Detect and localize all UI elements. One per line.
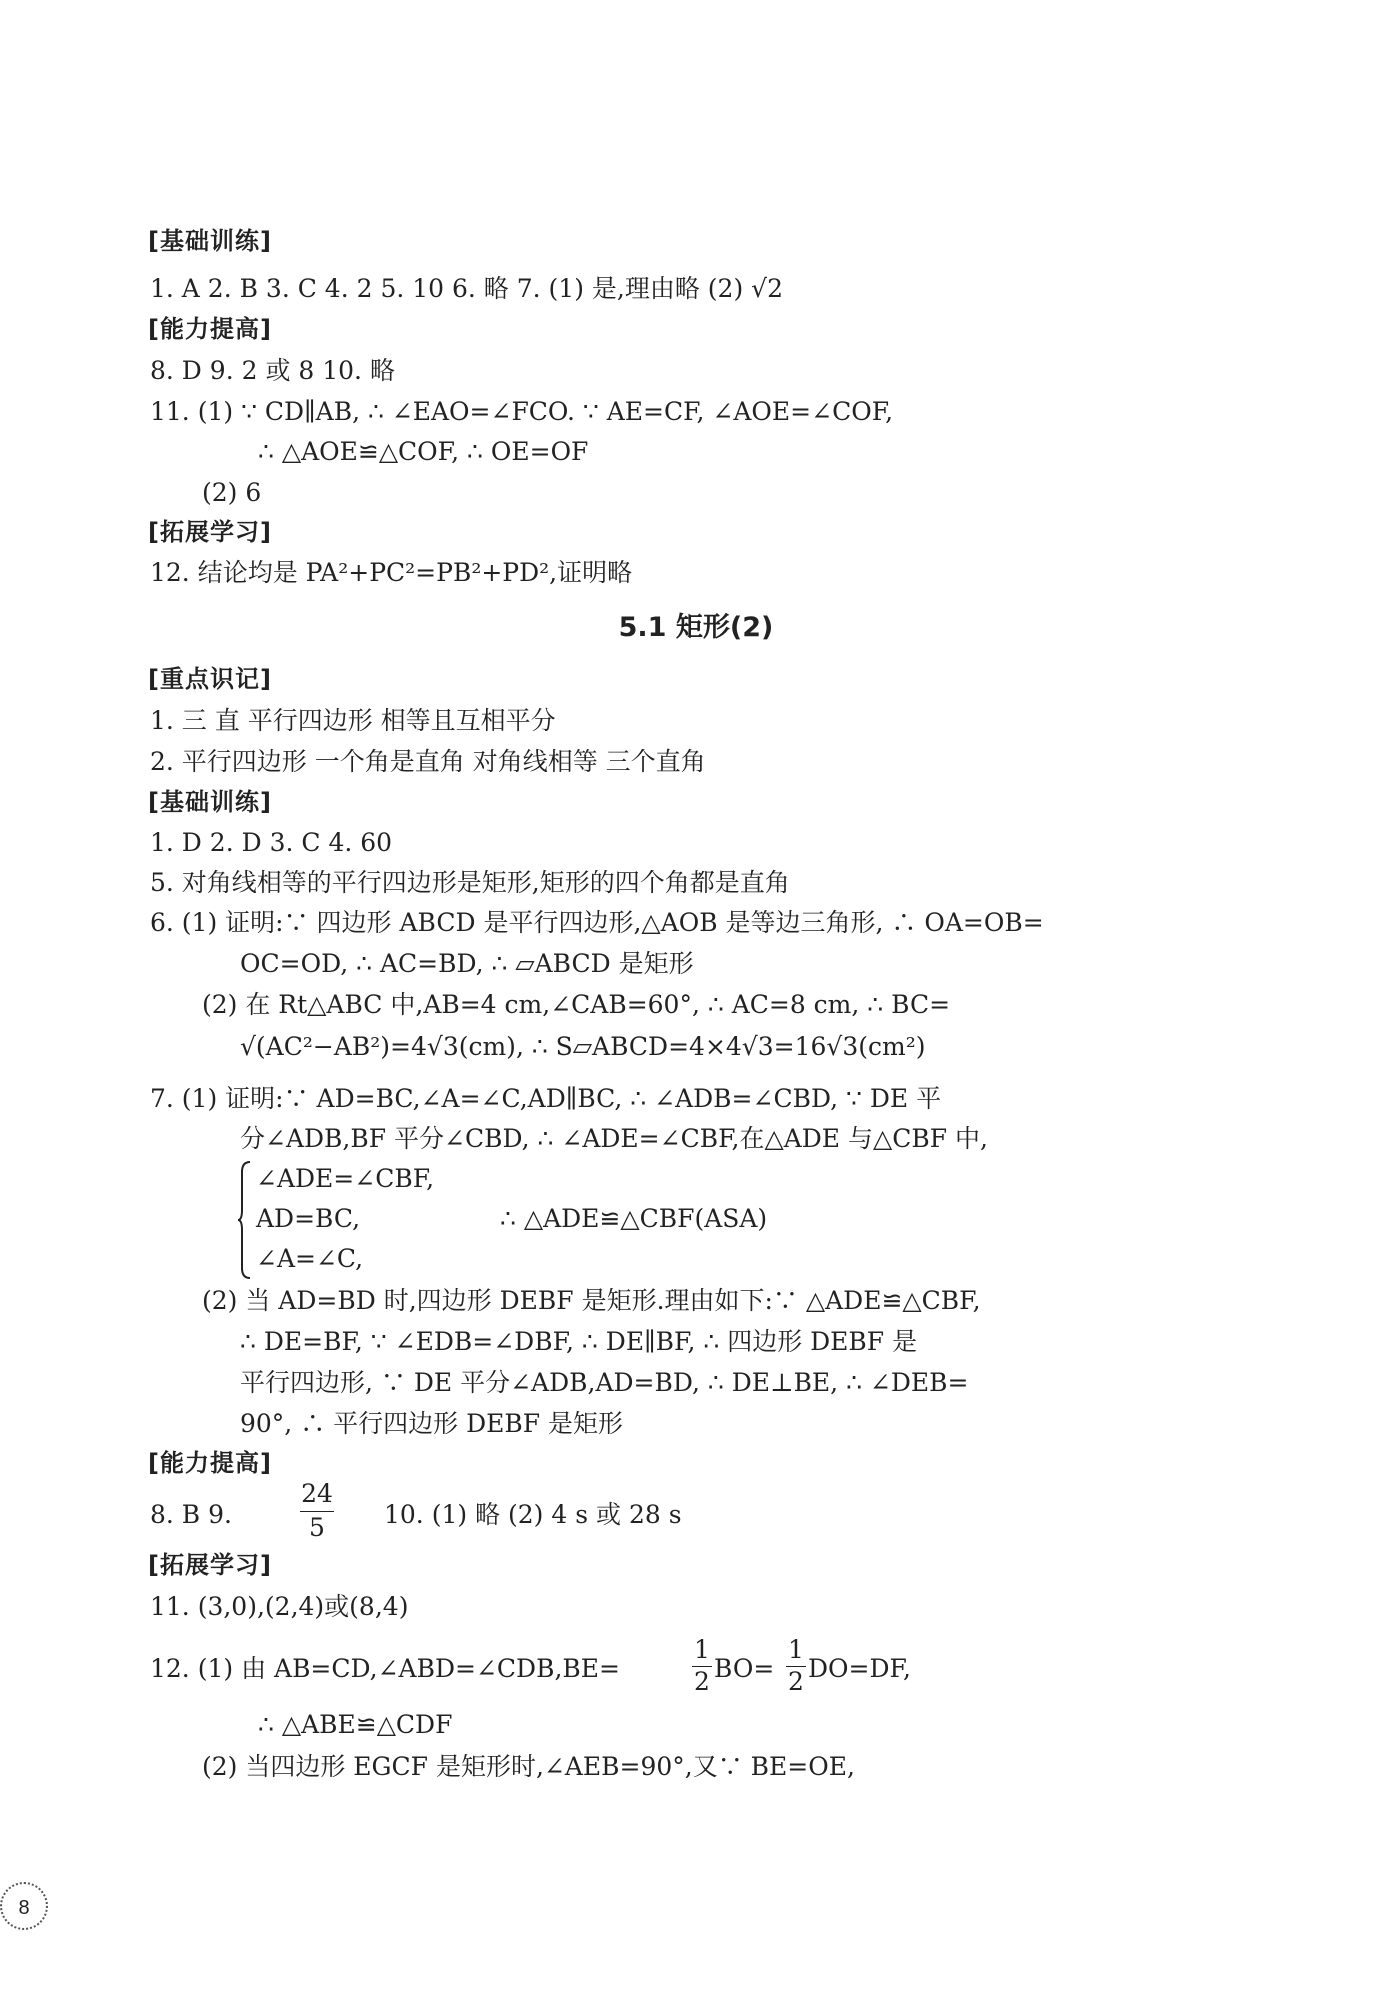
answer-line: ∴ △AOE≌△COF, ∴ OE=OF	[258, 437, 589, 466]
section-heading-basic-training: [基础训练]	[148, 227, 272, 255]
answer-line: 12. 结论均是 PA²+PC²=PB²+PD²,证明略	[150, 558, 633, 587]
answer-line: 11. (3,0),(2,4)或(8,4)	[150, 1592, 409, 1621]
answer-line: 11. (1) ∵ CD∥AB, ∴ ∠EAO=∠FCO. ∵ AE=CF, ∠AOE=∠COF,	[150, 397, 894, 426]
fraction-denominator: 2	[788, 1667, 804, 1696]
answer-line: 分∠ADB,BF 平分∠CBD, ∴ ∠ADE=∠CBF,在△ADE 与△CBF 中,	[240, 1124, 988, 1153]
section-heading-extension: [拓展学习]	[148, 1551, 272, 1579]
system-line: ∠ADE=∠CBF,	[256, 1164, 435, 1193]
section-heading-ability: [能力提高]	[148, 315, 272, 343]
fraction-denominator: 5	[309, 1513, 325, 1542]
section-heading-extension: [拓展学习]	[148, 518, 272, 546]
system-conclusion: ∴ △ADE≌△CBF(ASA)	[500, 1204, 768, 1233]
page-number: 8	[0, 1882, 48, 1930]
section-heading-key-points: [重点识记]	[148, 665, 272, 693]
answer-line: 平行四边形, ∵ DE 平分∠ADB,AD=BD, ∴ DE⊥BE, ∴ ∠DEB=	[240, 1368, 969, 1397]
fraction-denominator: 2	[694, 1667, 710, 1696]
answer-line: (2) 当 AD=BD 时,四边形 DEBF 是矩形.理由如下:∵ △ADE≌△CBF,	[202, 1286, 981, 1315]
answer-line: (2) 当四边形 EGCF 是矩形时,∠AEB=90°,又∵ BE=OE,	[202, 1752, 855, 1781]
answer-line: DO=DF,	[808, 1654, 911, 1683]
answer-line: BO=	[714, 1654, 775, 1683]
section-title: 5.1 矩形(2)	[618, 612, 774, 643]
fraction-numerator: 1	[694, 1635, 710, 1664]
system-line: AD=BC,	[256, 1204, 361, 1233]
answer-line: √(AC²−AB²)=4√3(cm), ∴ S▱ABCD=4×4√3=16√3(cm²)	[240, 1032, 926, 1061]
fraction-bar	[300, 1511, 334, 1512]
left-brace	[238, 1160, 252, 1280]
answer-line: OC=OD, ∴ AC=BD, ∴ ▱ABCD 是矩形	[240, 949, 694, 978]
fraction-numerator: 24	[301, 1479, 333, 1508]
section-heading-ability: [能力提高]	[148, 1449, 272, 1477]
answer-line: 8. B 9.	[150, 1500, 232, 1529]
answer-line: 1. D 2. D 3. C 4. 60	[150, 828, 393, 857]
answer-line: ∴ △ABE≌△CDF	[258, 1710, 453, 1739]
answer-line: 90°, ∴ 平行四边形 DEBF 是矩形	[240, 1409, 624, 1438]
answer-line: 1. 三 直 平行四边形 相等且互相平分	[150, 706, 556, 735]
system-line: ∠A=∠C,	[256, 1244, 364, 1273]
answer-line: 7. (1) 证明:∵ AD=BC,∠A=∠C,AD∥BC, ∴ ∠ADB=∠CBD, ∵ DE 平	[150, 1084, 942, 1113]
answer-line: 6. (1) 证明:∵ 四边形 ABCD 是平行四边形,△AOB 是等边三角形, ∴ OA=OB=	[150, 908, 1044, 937]
answer-line: 5. 对角线相等的平行四边形是矩形,矩形的四个角都是直角	[150, 868, 790, 897]
answer-line: 2. 平行四边形 一个角是直角 对角线相等 三个直角	[150, 747, 706, 776]
section-heading-basic-training: [基础训练]	[148, 788, 272, 816]
answer-line: 10. (1) 略 (2) 4 s 或 28 s	[384, 1500, 682, 1529]
answer-line: 12. (1) 由 AB=CD,∠ABD=∠CDB,BE=	[150, 1654, 620, 1683]
answer-line: (2) 在 Rt△ABC 中,AB=4 cm,∠CAB=60°, ∴ AC=8 cm, ∴ BC=	[202, 990, 951, 1019]
answer-line: 8. D 9. 2 或 8 10. 略	[150, 356, 395, 385]
fraction-numerator: 1	[788, 1635, 804, 1664]
answer-line: 1. A 2. B 3. C 4. 2 5. 10 6. 略 7. (1) 是,理由略 (2) √2	[150, 274, 783, 303]
answer-line: ∴ DE=BF, ∵ ∠EDB=∠DBF, ∴ DE∥BF, ∴ 四边形 DEBF 是	[240, 1327, 918, 1356]
answer-line: (2) 6	[202, 478, 262, 507]
